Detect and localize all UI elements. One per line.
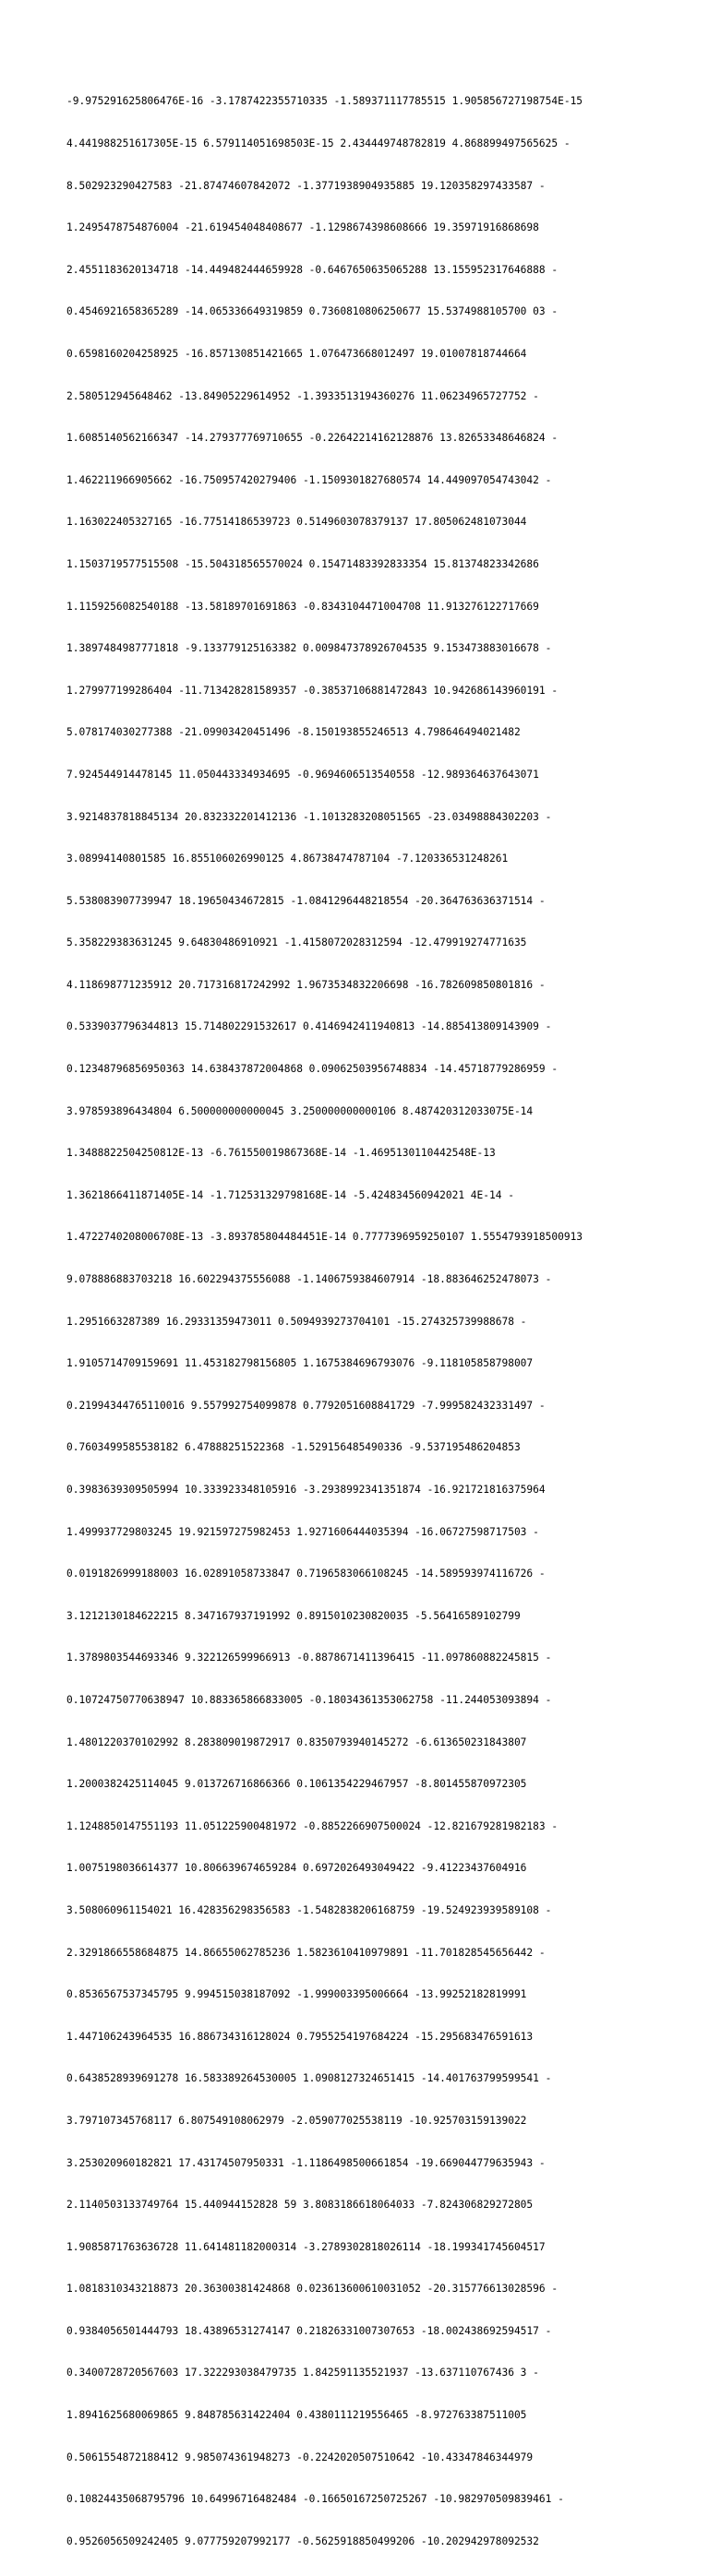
text-line: 1.9085871763636728 11.641481182000314 -3.2789302818026114 -18.199341745604517 — [66, 2240, 546, 2253]
text-line: 0.9384056501444793 18.43896531274147 0.21826331007307653 -18.002438692594517 - — [66, 2324, 552, 2337]
text-line: 0.6598160204258925 -16.857130851421665 1.076473668012497 19.01007818744664 — [66, 347, 527, 360]
text-line: 0.9526056509242405 9.077759207992177 -0.5625918850499206 -10.202942978092532 — [66, 2534, 539, 2547]
text-line: 1.9105714709159691 11.453182798156805 1.1675384696793076 -9.118105858798007 — [66, 1357, 534, 1370]
text-line: 1.4801220370102992 8.283809019872917 0.8350793940145272 -6.613650231843807 — [66, 1735, 527, 1748]
text-line: 0.3400728720567603 17.322293038479735 1.842591135521937 -13.637110767436 3 - — [66, 2367, 539, 2379]
text-line: 0.12348796856950363 14.638437872004868 0.09062503956748834 -14.45718779286959 - — [66, 1063, 559, 1076]
text-line: -9.975291625806476E-16 -3.1787422355710335 -1.589371117785515 1.905856727198754E-15 — [66, 95, 583, 108]
text-line: 1.8941625680069865 9.848785631422404 0.4380111219556465 -8.972763387511005 — [66, 2409, 527, 2422]
text-line: 0.10824435068795796 10.64996716482484 -0.16650167250725267 -10.982970509839461 - — [66, 2493, 564, 2506]
text-line: 8.502923290427583 -21.87474607842072 -1.3771938904935885 19.120358297433587 - — [66, 179, 546, 192]
text-line: 1.3488822504250812E-13 -6.761550019867368E-14 -1.4695130110442548E-13 — [66, 1147, 496, 1160]
text-line: 3.253020960182821 17.43174507950331 -1.1186498500661854 -19.669044779635943 - — [66, 2156, 546, 2169]
text-line: 0.8536567537345795 9.994515038187092 -1.999003395006664 -13.99252182819991 — [66, 1988, 527, 2001]
text-line: 2.4551183620134718 -14.449482444659928 -0.6467650635065288 13.155952317646888 - — [66, 263, 559, 276]
text-line: 2.3291866558684875 14.86655062785236 1.5823610410979891 -11.701828545656442 - — [66, 1946, 546, 1959]
text-line: 1.499937729803245 19.921597275982453 1.9271606444035394 -16.06727598717503 - — [66, 1525, 539, 1538]
text-line: 7.924544914478145 11.050443334934695 -0.9694606513540558 -12.989364637643071 — [66, 768, 539, 781]
text-line: 3.508060961154021 16.428356298356583 -1.5482838206168759 -19.524923939589108 - — [66, 1903, 552, 1916]
text-line: 1.3621866411871405E-14 -1.712531329798168E-14 -5.424834560942021 4E-14 - — [66, 1188, 514, 1201]
text-line: 0.10724750770638947 10.883365866833005 -0.18034361353062758 -11.244053093894 - — [66, 1693, 552, 1706]
text-line: 1.3789803544693346 9.322126599966913 -0.8878671411396415 -11.097860882245815 - — [66, 1652, 552, 1664]
text-line: 0.3983639309505994 10.333923348105916 -3.2938992341351874 -16.921721816375964 — [66, 1484, 546, 1496]
text-line: 1.4722740208006708E-13 -3.893785804484451E-14 0.7777396959250107 1.5554793918500913 — [66, 1231, 583, 1244]
text-line: 1.0818310343218873 20.36300381424868 0.023613600610031052 -20.315776613028596 - — [66, 2283, 559, 2296]
text-line: 0.4546921658365289 -14.065336649319859 0.7360810806250677 15.5374988105700 03 - — [66, 305, 559, 318]
text-line: 1.1248850147551193 11.051225900481972 -0.8852266907500024 -12.821679281982183 - — [66, 1819, 559, 1832]
text-line: 1.279977199286404 -11.713428281589357 -0.38537106881472843 10.942686143960191 - — [66, 684, 559, 697]
numeric-text-block — [66, 66, 657, 2576]
text-line: 3.978593896434804 6.500000000000045 3.250000000000106 8.487420312033075E-14 — [66, 1104, 534, 1117]
text-line: 4.118698771235912 20.717316817242992 1.9673534832206698 -16.782609850801816 - — [66, 978, 546, 991]
text-line: 4.441988251617305E-15 6.579114051698503E-15 2.434449748782819 4.868899497565625 - — [66, 137, 571, 149]
text-line: 1.2000382425114045 9.013726716866366 0.1061354229467957 -8.801455870972305 — [66, 1778, 527, 1791]
text-line: 3.9214837818845134 20.832332201412136 -1.1013283208051565 -23.03498884302203 - — [66, 810, 552, 823]
text-line: 0.6438528939691278 16.583389264530005 1.0908127324651415 -14.401763799599541 - — [66, 2072, 552, 2085]
text-line: 5.078174030277388 -21.09903420451496 -8.150193855246513 4.798646494021482 — [66, 726, 521, 739]
text-line: 3.797107345768117 6.807549108062979 -2.059077025538119 -10.925703159139022 — [66, 2114, 527, 2127]
text-line: 2.1140503133749764 15.440944152828 59 3.8083186618064033 -7.824306829272805 — [66, 2199, 534, 2212]
text-line: 0.7603499585538182 6.47888251522368 -1.529156485490336 -9.537195486204853 — [66, 1441, 521, 1454]
text-line: 5.538083907739947 18.19650434672815 -1.0841296448218554 -20.364763636371514 - — [66, 894, 546, 907]
text-line: 5.358229383631245 9.64830486910921 -1.4158072028312594 -12.479919274771635 — [66, 936, 527, 949]
text-line: 1.1159256082540188 -13.58189701691863 -0.8343104471004708 11.913276122717669 — [66, 600, 539, 613]
text-line: 0.5061554872188412 9.985074361948273 -0.2242020507510642 -10.43347846344979 — [66, 2451, 534, 2463]
text-line: 1.2495478754876004 -21.619454048408677 -1.1298674398608666 19.35971916868698 — [66, 221, 539, 234]
text-line: 1.163022405327165 -16.77514186539723 0.5149603078379137 17.805062481073044 — [66, 516, 527, 529]
text-line: 9.078886883703218 16.602294375556088 -1.1406759384607914 -18.883646252478073 - — [66, 1273, 552, 1286]
text-line: 1.1503719577515508 -15.504318565570024 0.15471483392833354 15.81374823342686 — [66, 557, 539, 570]
text-line: 1.462211966905662 -16.750957420279406 -1.1509301827680574 14.449097054743042 - — [66, 473, 552, 486]
text-line: 2.580512945648462 -13.84905229614952 -1.3933513194360276 11.06234965727752 - — [66, 389, 539, 402]
text-line: 1.3897484987771818 -9.133779125163382 0.009847378926704535 9.153473883016678 - — [66, 642, 552, 655]
text-line: 0.5339037796344813 15.714802291532617 0.4146942411940813 -14.885413809143909 - — [66, 1020, 552, 1033]
text-line: 3.08994140801585 16.855106026990125 4.86738474787104 -7.120336531248261 — [66, 853, 509, 865]
text-line: 0.21994344765110016 9.557992754099878 0.7792051608841729 -7.999582432331497 - — [66, 1399, 546, 1412]
text-line: 1.6085140562166347 -14.279377769710655 -0.22642214162128876 13.82653348646824 - — [66, 432, 559, 445]
text-line: 1.2951663287389 16.29331359473011 0.5094939273704101 -15.274325739988678 - — [66, 1315, 527, 1328]
text-line: 1.0075198036614377 10.806639674659284 0.6972026493049422 -9.41223437604916 — [66, 1862, 527, 1875]
text-line: 3.1212130184622215 8.347167937191992 0.8915010230820035 -5.56416589102799 — [66, 1609, 521, 1622]
text-line: 0.0191826999188003 16.02891058733847 0.7196583066108245 -14.589593974116726 - — [66, 1568, 546, 1580]
text-line: 1.447106243964535 16.886734316128024 0.7955254197684224 -15.295683476591613 — [66, 2030, 534, 2043]
